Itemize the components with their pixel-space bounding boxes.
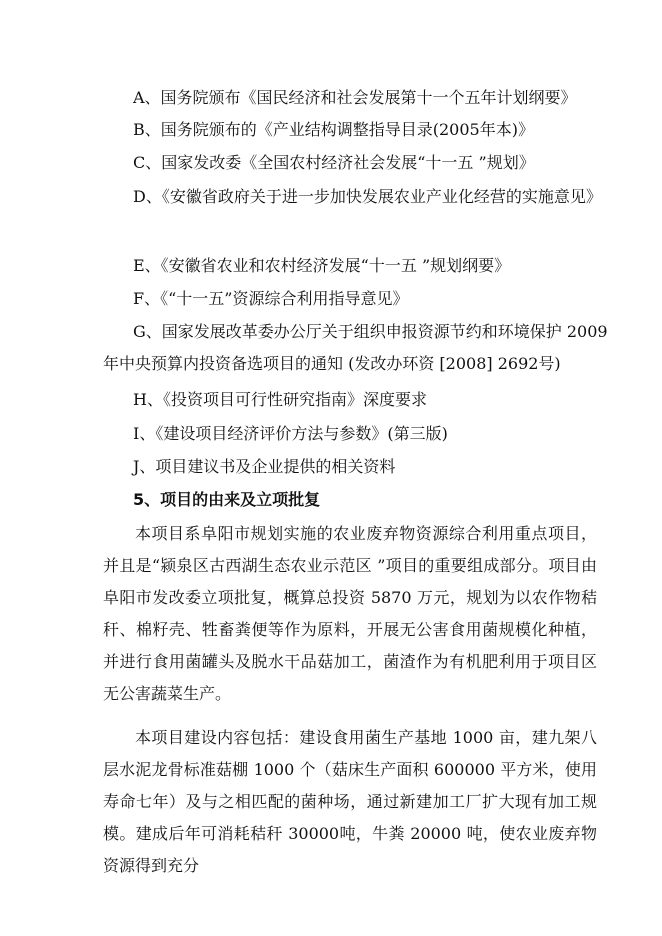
- reference-g-line2: 年中央预算内投资备选项目的通知 (发改办环资 [2008] 2692号): [103, 354, 561, 373]
- reference-c: C、国家发改委《全国农村经济社会发展“十一五 ”规划》: [133, 153, 535, 172]
- reference-h: H、《投资项目可行性研究指南》深度要求: [133, 390, 427, 409]
- paragraph-origin: 本项目系阜阳市规划实施的农业废弃物资源综合利用重点项目，并且是“颍泉区古西湖生态农业示范区 ”项目的重要组成部分。项目由阜阳市发改委立项批复，概算总投资 5870 万元，规划为以农作物秸秆、棉籽壳、牲畜粪便等作为原料，开展无公害食用菌规模化种植，并进行食用菌罐头及脱水干品菇加工，菌渣作为有机肥利用于项目区无公害蔬菜生产。: [103, 524, 597, 703]
- reference-f: F、《“十一五”资源综合利用指导意见》: [133, 289, 409, 308]
- reference-i: I、《建设项目经济评价方法与参数》(第三版): [133, 424, 448, 443]
- reference-a: A、国务院颁布《国民经济和社会发展第十一个五年计划纲要》: [133, 88, 577, 107]
- reference-d: D、《安徽省政府关于进一步加快发展农业产业化经营的实施意见》: [133, 187, 602, 206]
- paragraph-construction: 本项目建设内容包括：建设食用菌生产基地 1000 亩，建九架八层水泥龙骨标准菇棚 1000 个（菇床生产面积 600000 平方米，使用寿命七年）及与之相匹配的菌种场，通过新建加工厂扩大现有加工规模。建成后年可消耗秸秆 30000吨，牛粪 20000 吨，使农业废弃物资源得到充分: [103, 728, 597, 875]
- reference-g-line1: G、国家发展改革委办公厅关于组织申报资源节约和环境保护 2009: [133, 322, 608, 341]
- reference-b: B、国务院颁布的《产业结构调整指导目录(2005年本)》: [133, 120, 534, 139]
- section-heading: 5、项目的由来及立项批复: [133, 490, 321, 509]
- reference-j: J、项目建议书及企业提供的相关资料: [133, 457, 396, 476]
- reference-e: E、《安徽省农业和农村经济发展“十一五 ”规划纲要》: [133, 256, 511, 275]
